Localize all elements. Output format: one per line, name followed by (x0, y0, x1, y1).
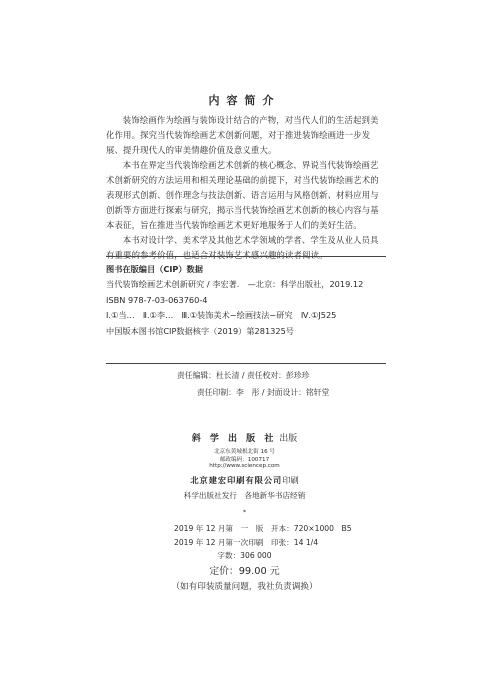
price: 定价：99.00 元 (209, 566, 280, 577)
cip-line: 当代装饰绘画艺术创新研究 / 李宏著. —北京：科学出版社，2019.12 (106, 279, 364, 290)
divider-line (106, 256, 386, 257)
printer-suffix: 印刷 (282, 475, 299, 485)
publisher-line (0, 431, 489, 444)
summary-paragraph: 装饰绘画作为绘画与装饰设计结合的产物，对当代人们的生活起到美化作用。探究当代装饰绘画艺术创新问题，对于推进装饰绘画进一步发展、提升现代人的审美情趣价值及意义重大。 (106, 115, 379, 155)
publisher-address: 北京东黄城根北街 16 号 (213, 449, 276, 455)
staff-editors: 责任编辑：杜长清 / 责任校对：彭珍珍 (177, 371, 310, 380)
printer-name: 北京建宏印刷有限公司 (190, 475, 283, 485)
publisher-name: 斜 学 出 版 社 (191, 434, 277, 444)
publisher-suffix: 出版 (279, 434, 298, 444)
word-count: 字数：306 000 (217, 551, 272, 560)
cip-line: 中国版本图书馆CIP数据核字（2019）第281325号 (106, 325, 294, 336)
star-divider: * (243, 509, 246, 516)
staff-production: 责任印制：李 彤 / 封面设计：铭轩堂 (197, 388, 330, 397)
summary-paragraph: 本书在界定当代装饰绘画艺术创新的核心概念、界说当代装饰绘画艺术创新研究的方法运用和相关理论基础的前提下，对当代装饰绘画艺术的表现形式创新、创作理念与技法创新、语言运用与风格创新、材料应用与创新等方面进行探索与研究，揭示当代装饰绘画艺术创新的核心内容与基本表征，旨在推进当代装饰绘画艺术更好地服务于人们的美好生活。 (106, 160, 379, 230)
publisher-url: http://www.sciencep.com (209, 463, 280, 469)
summary-body (106, 113, 386, 263)
printer-line (0, 475, 489, 486)
cip-line: Ⅰ.①当… Ⅱ.①李… Ⅲ.①装饰美术−绘画技法−研究 Ⅳ.①J525 (106, 310, 337, 321)
cip-heading: 图书在版编目（CIP）数据 (106, 264, 203, 274)
summary-title: 内容简介 (208, 94, 281, 107)
edition-line: 2019 年 12 月第 一 版 开本：720×1000 B5 (174, 524, 352, 533)
publisher-postcode: 邮政编码：100717 (219, 457, 270, 463)
divider-line (106, 363, 386, 364)
quality-notice: （如有印装质量问题，我社负责调换） (171, 582, 318, 592)
printing-line: 2019 年 12 月第一次印刷 印张：14 1/4 (174, 538, 319, 548)
edition-specs (174, 522, 352, 550)
distribution-line: 科学出版社发行 各地新华书店经销 (183, 491, 306, 500)
cip-block (106, 262, 391, 339)
summary-paragraph: 本书对设计学、美术学及其他艺术学领域的学者、学生及从业人员具有重要的参考价值，也适合对装饰艺术感兴趣的读者阅读。 (106, 235, 379, 260)
cip-line: ISBN 978-7-03-063760-4 (106, 294, 208, 305)
